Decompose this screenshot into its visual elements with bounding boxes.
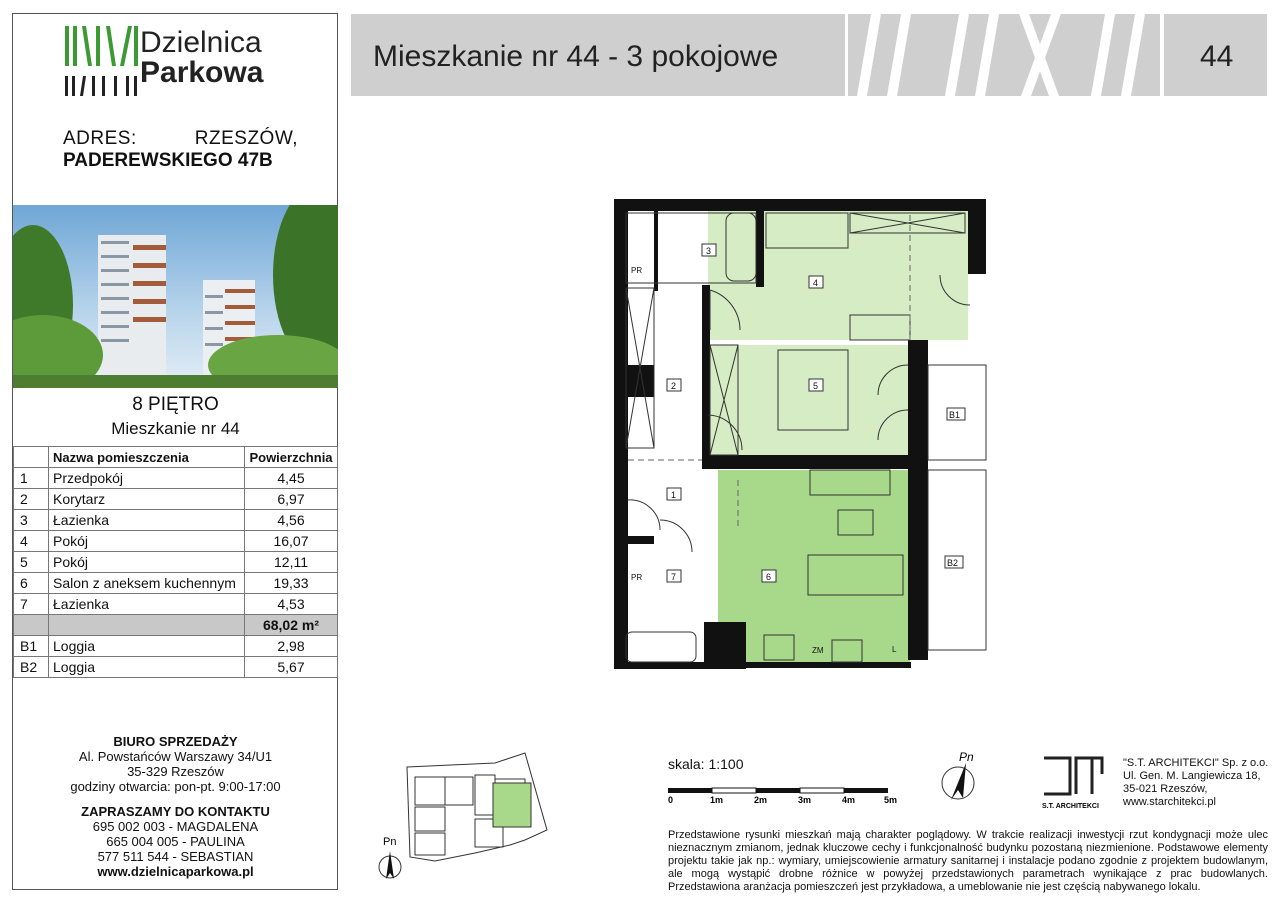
address-label: ADRES: xyxy=(63,128,137,149)
building-render-image xyxy=(13,205,338,388)
floor-label: 8 PIĘTRO xyxy=(132,394,219,415)
row-name: Łazienka xyxy=(49,510,245,531)
header-area: Powierzchnia xyxy=(245,447,338,468)
office-street: Al. Powstańców Warszawy 34/U1 xyxy=(78,749,273,764)
row-area: 5,67 xyxy=(245,657,338,678)
contact-title: ZAPRASZAMY DO KONTAKTU xyxy=(81,804,270,819)
office-city: 35-329 Rzeszów xyxy=(127,764,224,779)
apartment-title: Mieszkanie nr 44 - 3 pokojowe xyxy=(373,40,779,73)
brand-line2: Parkowa xyxy=(140,56,264,89)
row-name: Pokój xyxy=(49,531,245,552)
pr-label-1: PR xyxy=(631,266,643,275)
compass xyxy=(936,748,986,806)
address-street: PADEREWSKIEGO 47B xyxy=(63,150,273,171)
room-label-7: 7 xyxy=(671,572,677,582)
scale-label: skala: 1:100 xyxy=(668,756,744,772)
table-row xyxy=(14,510,338,531)
brand-line1: Dzielnica xyxy=(140,26,262,59)
row-name: Przedpokój xyxy=(49,468,245,489)
pr-label-2: PR xyxy=(631,573,643,582)
table-row xyxy=(14,573,338,594)
scale-bar xyxy=(664,784,904,806)
l-label: L xyxy=(892,645,897,654)
row-area: 6,97 xyxy=(245,489,338,510)
loggia-label-b2: B2 xyxy=(947,558,959,568)
room-4-fill xyxy=(708,210,968,340)
scale-tick-3: 3m xyxy=(798,795,812,805)
row-no: 4 xyxy=(14,531,49,552)
apartment-line: Mieszkanie nr 44 xyxy=(111,419,240,438)
row-area: 2,98 xyxy=(245,636,338,657)
site-key-map xyxy=(375,745,560,885)
row-name: Pokój xyxy=(49,552,245,573)
sales-office xyxy=(13,734,338,879)
loggia-label-b1: B1 xyxy=(949,410,961,420)
office-hours: godziny otwarcia: pon-pt. 9:00-17:00 xyxy=(70,779,281,794)
row-area: 4,45 xyxy=(245,468,338,489)
room-label-1: 1 xyxy=(671,490,677,500)
row-no: 1 xyxy=(14,468,49,489)
room-label-4: 4 xyxy=(813,278,819,288)
architect-line1: "S.T. ARCHITEKCI" Sp. z o.o. xyxy=(1123,757,1269,769)
row-area: 4,56 xyxy=(245,510,338,531)
architect-logo-text: S.T. ARCHITEKCI xyxy=(1042,803,1099,810)
table-row xyxy=(14,468,338,489)
table-row xyxy=(14,657,338,678)
architect-info xyxy=(1123,757,1268,809)
brand-logo xyxy=(62,24,140,100)
room-label-5: 5 xyxy=(813,381,819,391)
address-city: RZESZÓW, xyxy=(194,128,298,149)
header-no xyxy=(14,447,49,468)
compass-north-label: Pn xyxy=(959,750,974,764)
phone-paulina: 665 004 005 - PAULINA xyxy=(106,834,245,849)
row-no: 2 xyxy=(14,489,49,510)
row-name: Korytarz xyxy=(49,489,245,510)
row-area: 19,33 xyxy=(245,573,338,594)
row-area: 16,07 xyxy=(245,531,338,552)
phone-magdalena: 695 002 003 - MAGDALENA xyxy=(92,819,259,834)
scale-tick-0: 0 xyxy=(668,795,674,805)
architect-line2: Ul. Gen. M. Langiewicza 18, xyxy=(1123,770,1261,782)
table-row xyxy=(14,594,338,615)
row-no: 3 xyxy=(14,510,49,531)
total-blank-no xyxy=(14,615,49,636)
north-arrow-icon xyxy=(386,851,394,879)
scale-tick-2: 2m xyxy=(754,795,768,805)
room-label-3: 3 xyxy=(706,246,712,256)
rooms-table xyxy=(13,446,338,678)
table-row xyxy=(14,552,338,573)
row-no: 5 xyxy=(14,552,49,573)
row-name: Salon z aneksem kuchennym xyxy=(49,573,245,594)
room-label-2: 2 xyxy=(671,381,677,391)
row-no: 7 xyxy=(14,594,49,615)
architect-line3: 35-021 Rzeszów, xyxy=(1123,783,1208,795)
total-row xyxy=(14,615,338,636)
row-area: 4,53 xyxy=(245,594,338,615)
disclaimer-text: Przedstawione rysunki mieszkań mają charakter poglądowy. W trakcie realizacji inwestycji rzut kondygnacji może ulec nieznacznym zmianom, jednak kluczowe cechy i funkcjonalność budynku pozostaną niezmienione. Podstawowe elementy projektu takie jak np.: wymiary, umiejscowienie armatury sanitarnej i instalacje podano zgodnie z projektem budowlanym, ale mogą wystąpić drobne różnice w powyżej przedstawionych parametrach wynikające z prac budowlanych. Przedstawiona aranżacja pomieszczeń jest przykładowa, a umeblowanie nie jest częścią nabywanego lokalu. xyxy=(668,829,1268,893)
zm-label: ZM xyxy=(812,646,824,655)
row-no: B1 xyxy=(14,636,49,657)
scale-tick-1: 1m xyxy=(710,795,724,805)
apartment-number: 44 xyxy=(1200,40,1234,73)
table-row xyxy=(14,636,338,657)
row-name: Łazienka xyxy=(49,594,245,615)
row-area: 12,11 xyxy=(245,552,338,573)
key-map-north-label: Pn xyxy=(383,836,397,848)
scale-tick-5: 5m xyxy=(884,795,898,805)
row-no: B2 xyxy=(14,657,49,678)
header-name: Nazwa pomieszczenia xyxy=(49,447,245,468)
architect-logo xyxy=(1040,754,1112,810)
table-row xyxy=(14,531,338,552)
floor-plan xyxy=(612,196,992,676)
scale-tick-4: 4m xyxy=(842,795,856,805)
office-title: BIURO SPRZEDAŻY xyxy=(113,734,238,749)
brand-name xyxy=(140,28,263,88)
total-area: 68,02 m² xyxy=(245,615,338,636)
room-label-6: 6 xyxy=(766,572,772,582)
table-row xyxy=(14,489,338,510)
row-no: 6 xyxy=(14,573,49,594)
row-name: Loggia xyxy=(49,636,245,657)
website-link[interactable]: www.dzielnicaparkowa.pl xyxy=(97,864,254,879)
row-name: Loggia xyxy=(49,657,245,678)
architect-website[interactable]: www.starchitekci.pl xyxy=(1123,796,1216,808)
total-blank-name xyxy=(49,615,245,636)
phone-sebastian: 577 511 544 - SEBASTIAN xyxy=(97,849,254,864)
address-line1 xyxy=(63,128,298,152)
table-header-row xyxy=(14,447,338,468)
